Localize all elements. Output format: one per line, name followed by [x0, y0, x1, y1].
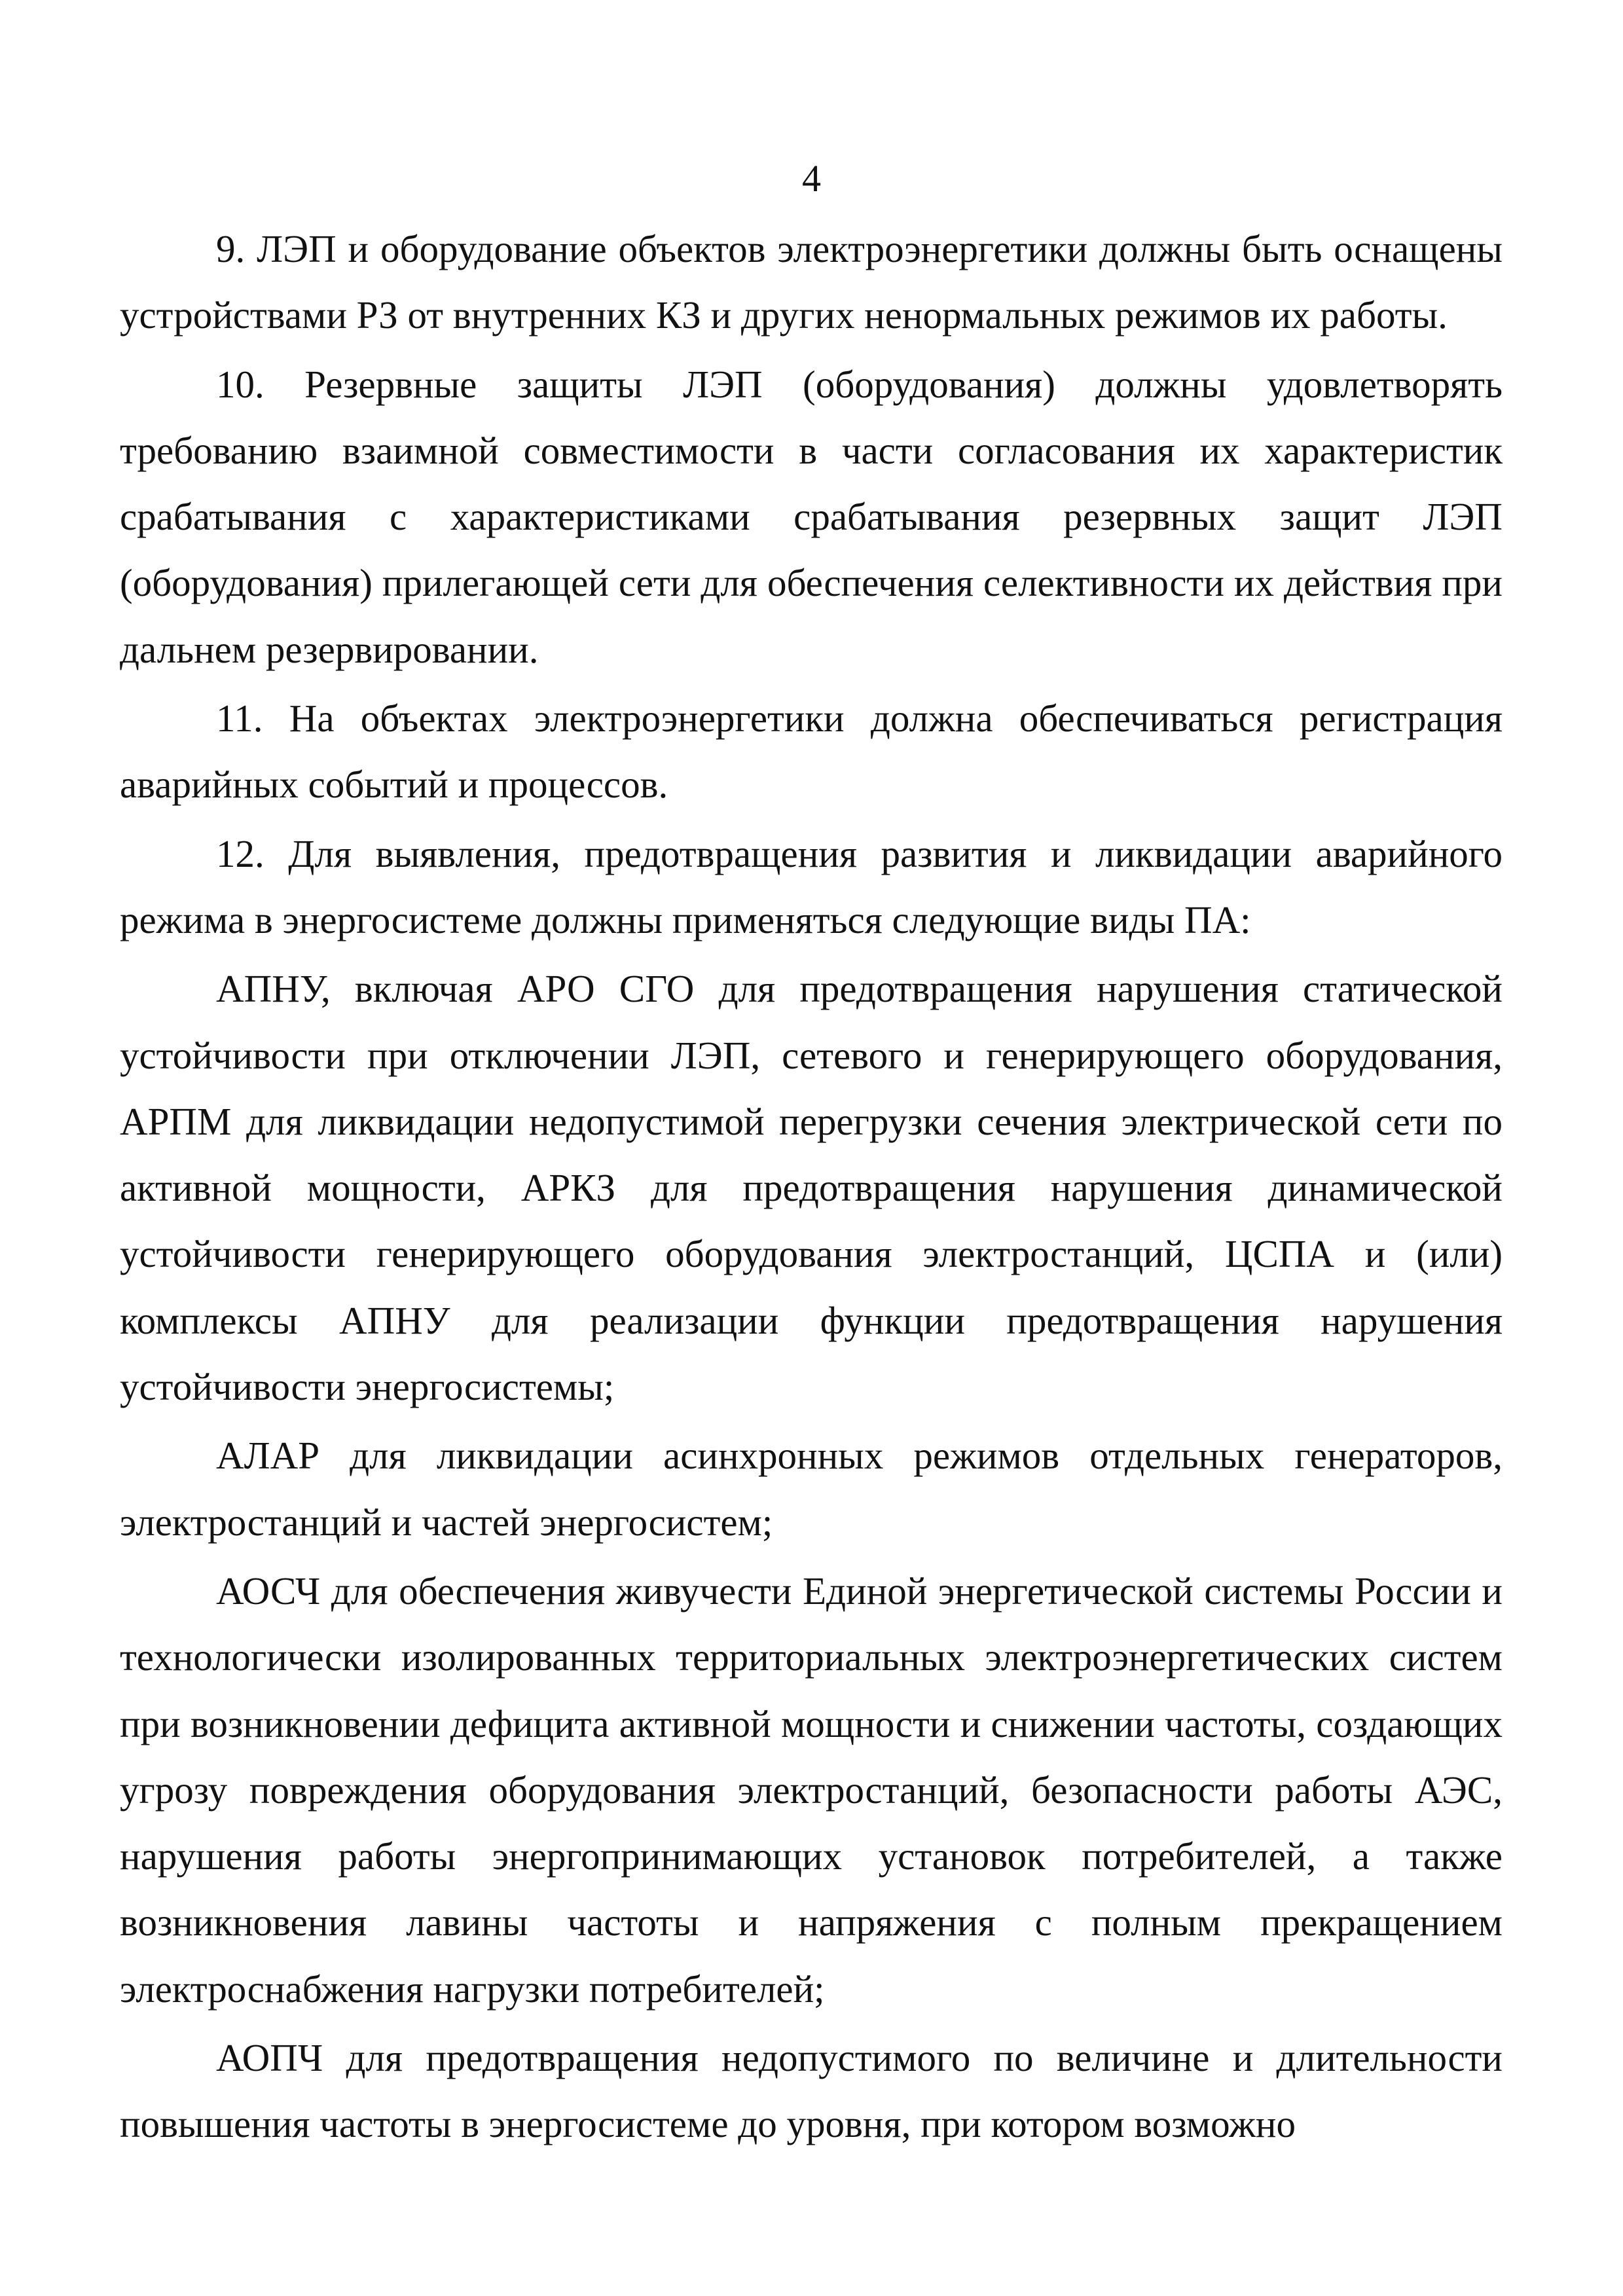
paragraph-apnu: АПНУ, включая АРО СГО для предотвращения нарушения статической устойчивости при отключении ЛЭП, сетевого и генерирующего оборудования, АРПМ для ликвидации недопустимой перегрузки сечения электрической сети по активной мощности, АРКЗ для предотвращения нарушения динамической устойчивости генерирующего оборудования электростанций, ЦСПА и (или) комплексы АПНУ для реализации функции предотвращения нарушения устойчивости энергосистемы; — [120, 967, 1503, 1409]
paragraph-12: 12. Для выявления, предотвращения развития и ликвидации аварийного режима в энергосистеме должны применяться следующие виды ПА: — [120, 831, 1503, 941]
paragraph-10: 10. Резервные защиты ЛЭП (оборудования) должны удовлетворять требованию взаимной совместимости в части согласования их характеристик срабатывания с характеристиками срабатывания резервных защит ЛЭП (оборудования) прилегающей сети для обеспечения селективности их действия при дальнем резервировании. — [120, 362, 1503, 671]
paragraph-11: 11. На объектах электроэнергетики должна обеспечиваться регистрация аварийных событий и процессов. — [120, 697, 1503, 807]
paragraph-aopch: АОПЧ для предотвращения недопустимого по величине и длительности повышения частоты в энергосистеме до уровня, при котором возможно — [120, 2036, 1503, 2146]
page-number: 4 — [802, 157, 821, 200]
paragraph-aosch: АОСЧ для обеспечения живучести Единой энергетической системы России и технологически изолированных территориальных электроэнергетических систем при возникновении дефицита активной мощности и снижении частоты, создающих угрозу повреждения оборудования электростанций, безопасности работы АЭС, нарушения работы энергопринимающих установок потребителей, а также возникновения лавины частоты и напряжения с полным прекращением электроснабжения нагрузки потребителей; — [120, 1569, 1503, 2011]
paragraph-alar: АЛАР для ликвидации асинхронных режимов отдельных генераторов, электростанций и частей энергосистем; — [120, 1434, 1503, 1544]
document-body — [120, 216, 1503, 2158]
paragraph-9: 9. ЛЭП и оборудование объектов электроэнергетики должны быть оснащены устройствами РЗ от внутренних КЗ и других ненормальных режимов их работы. — [120, 227, 1503, 337]
